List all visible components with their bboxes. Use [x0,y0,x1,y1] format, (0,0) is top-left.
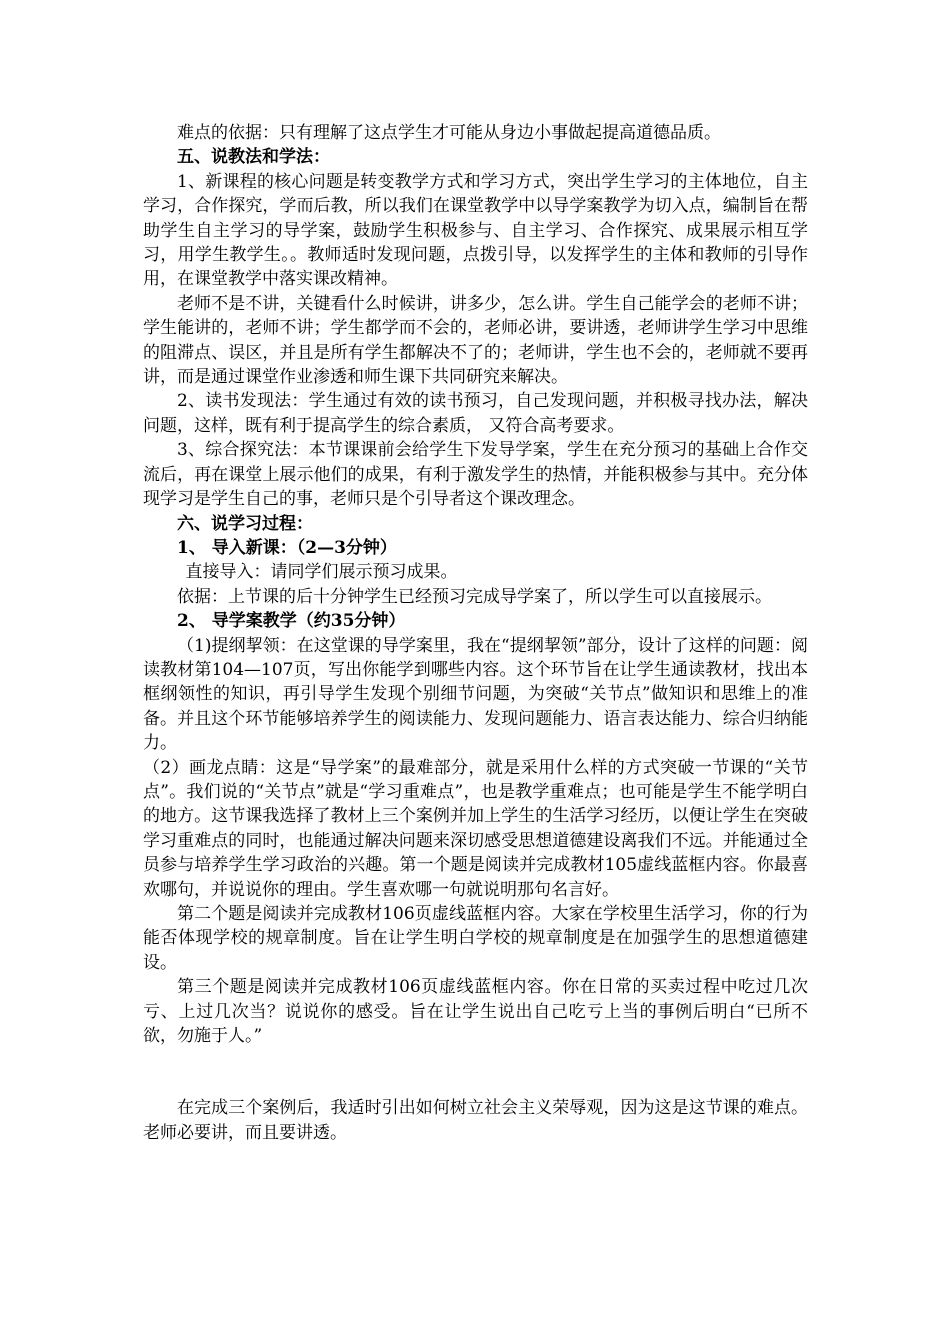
paragraph-intro-basis: 依据：上节课的后十分钟学生已经预习完成导学案了，所以学生可以直接展示。 [177,586,772,607]
section-heading-5: 五、说教法和学法： [177,147,330,168]
section-heading-6: 六、说学习过程： [177,513,313,534]
paragraph-key-point: （2）画龙点睛：这是“导学案”的最难部分，就是采用什么样的方式突破一节课的“关节点”。我们说的“关节点”就是“学习重难点”，也是教学重难点；也可能是学生不能学明白的地方。这节课我选择了教材上三个案例并加上学生的生活学习经历，以便让学生在突破学习重难点的同时，也能通过解决问题来深切感受思想道德建设离我们不远。并能通过全员参与培养学生学习政治的兴趣。第一个题是阅读并完成教材105虚线蓝框内容。你最喜欢哪句，并说说你的理由。学生喜欢哪一句就说明那句名言好。 [143,757,808,900]
paragraph-difficulty-basis: 难点的依据：只有理解了这点学生才可能从身边小事做起提高道德品质。 [177,123,721,143]
subheading-guided-teaching: 2、 导学案教学（约35分钟） [177,611,406,632]
paragraph-question-3: 第三个题是阅读并完成教材106页虚线蓝框内容。你在日常的买卖过程中吃过几次亏、上过几次当？说说你的感受。旨在让学生说出自己吃亏上当的事例后明白“已所不欲，勿施于人。” [143,977,808,1047]
paragraph-direct-intro: 直接导入：请同学们展示预习成果。 [185,562,458,583]
paragraph-outline: （1)提纲挈领：在这堂课的导学案里，我在“提纲挈领”部分，设计了这样的问题：阅读教材第104—107页，写出你能学到哪些内容。这个环节旨在让学生通读教材，找出本框纲领性的知识，再引导学生发现个别细节问题，为突破“关节点”做知识和思维上的准备。并且这个环节能够培养学生的阅读能力、发现问题能力、语言表达能力、综合归纳能力。 [143,635,808,754]
paragraph-conclusion: 在完成三个案例后，我适时引出如何树立社会主义荣辱观，因为这是这节课的难点。老师必要讲，而且要讲透。 [143,1098,808,1143]
document-body [143,121,808,1145]
paragraph-method-3: 3、综合探究法：本节课课前会给学生下发导学案，学生在充分预习的基础上合作交流后，再在课堂上展示他们的成果，有利于激发学生的热情，并能积极参与其中。充分体现学习是学生自己的事，老师只是个引导者这个课改理念。 [143,440,808,510]
blank-space [143,1048,808,1096]
paragraph-method-2: 2、读书发现法：学生通过有效的读书预习，自己发现问题，并积极寻找办法，解决问题，这样，既有利于提高学生的综合素质， 又符合高考要求。 [143,391,808,436]
paragraph-question-2: 第二个题是阅读并完成教材106页虚线蓝框内容。大家在学校里生活学习，你的行为能否体现学校的规章制度。旨在让学生明白学校的规章制度是在加强学生的思想道德建设。 [143,904,808,973]
paragraph-teacher-role: 老师不是不讲，关键看什么时候讲，讲多少，怎么讲。学生自己能学会的老师不讲；学生能讲的，老师不讲；学生都学而不会的，老师必讲，要讲透，老师讲学生学习中思维的阻滞点、误区，并且是所有学生都解决不了的；老师讲，学生也不会的，老师就不要再讲，而是通过课堂作业渗透和师生课下共同研究来解决。 [143,293,808,388]
paragraph-method-1: 1、新课程的核心问题是转变教学方式和学习方式，突出学生学习的主体地位，自主学习，合作探究，学而后教，所以我们在课堂教学中以导学案教学为切入点，编制旨在帮助学生自主学习的导学案，鼓励学生积极参与、自主学习、合作探究、成果展示相互学习，用学生教学生。。教师适时发现问题，点拨引导，以发挥学生的主体和教师的引导作用，在课堂教学中落实课改精神。 [143,171,808,290]
subheading-intro: 1、 导入新课：（2—3分钟） [177,537,397,558]
